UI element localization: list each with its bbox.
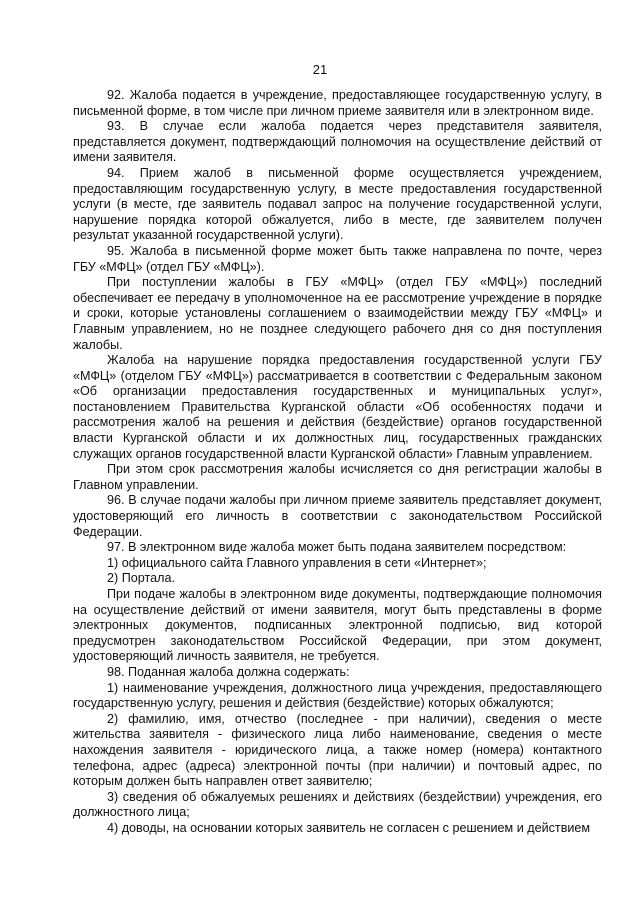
list-item-98-3: 3) сведения об обжалуемых решениях и действиях (бездействии) учреждения, его должностного лица; [73,789,602,820]
paragraph-96: 96. В случае подачи жалобы при личном приеме заявитель представляет документ, удостоверяющий его личность в соответствии с законодательством Российской Федерации. [73,493,602,539]
paragraph-95-review-term: При этом срок рассмотрения жалобы исчисляется со дня регистрации жалобы в Главном управлении. [73,462,602,492]
list-item-97-1: 1) официального сайта Главного управления в сети «Интернет»; [107,555,487,570]
paragraph-94: 94. Прием жалоб в письменной форме осуществляется учреждением, предоставляющим государственную услугу, в месте предоставления государственной услуги (в месте, где заявитель подавал запрос на получение государственной услуги, нарушение порядка которой обжалуется, либо в месте, где заявителем получен результат указанной государственной услуги). [73,165,602,243]
list-item-98-1: 1) наименование учреждения, должностного лица учреждения, предоставляющего государственную услугу, решения и действия (бездействие) которых обжалуются; [73,680,602,711]
list-item-97-2: 2) Портала. [107,571,175,586]
paragraph-92: 92. Жалоба подается в учреждение, предоставляющее государственную услугу, в письменной форме, в том числе при личном приеме заявителя или в электронном виде. [73,88,602,118]
paragraph-93: 93. В случае если жалоба подается через представителя заявителя, представляется документ, подтверждающий полномочия на осуществление действий от имени заявителя. [73,119,602,165]
paragraph-98: 98. Поданная жалоба должна содержать: [107,664,350,679]
page-number: 21 [312,62,328,77]
list-item-98-4: 4) доводы, на основании которых заявитель не согласен с решением и действием [107,820,591,835]
paragraph-95-mfc-transfer: При поступлении жалобы в ГБУ «МФЦ» (отдел ГБУ «МФЦ») последний обеспечивает ее передачу в уполномоченное на ее рассмотрение учреждение в порядке и сроки, которые установлены соглашением о взаимодействии между ГБУ «МФЦ» и Главным управлением, но не позднее следующего рабочего дня со дня поступления жалобы. [73,275,602,352]
paragraph-95: 95. Жалоба в письменной форме может быть также направлена по почте, через ГБУ «МФЦ» (отдел ГБУ «МФЦ»). [73,243,602,274]
paragraph-95-mfc-complaint: Жалоба на нарушение порядка предоставления государственной услуги ГБУ «МФЦ» (отделом ГБУ «МФЦ») рассматривается в соответствии с Федеральным законом «Об организации предоставления государственных и муниципальных услуг», постановлением Правительства Курганской области «Об особенностях подачи и рассмотрения жалоб на решения и действия (бездействие) органов государственной власти Курганской области и их должностных лиц, государственных гражданских служащих органов государственной власти Курганской области» Главным управлением. [73,353,602,461]
list-item-98-2: 2) фамилию, имя, отчество (последнее - при наличии), сведения о месте жительства заявителя - физического лица либо наименование, сведения о месте нахождения заявителя - юридического лица, а также номер (номера) контактного телефона, адрес (адреса) электронной почты (при наличии) и почтовый адрес, по которым должен быть направлен ответ заявителю; [73,711,602,789]
paragraph-97-electronic-docs: При подаче жалобы в электронном виде документы, подтверждающие полномочия на осуществление действий от имени заявителя, могут быть представлены в форме электронных документов, подписанных электронной подписью, вид которой предусмотрен законодательством Российской Федерации, при этом документ, удостоверяющий личность заявителя, не требуется. [73,587,602,664]
paragraph-97: 97. В электронном виде жалоба может быть подана заявителем посредством: [107,540,567,555]
document-body [73,88,602,837]
